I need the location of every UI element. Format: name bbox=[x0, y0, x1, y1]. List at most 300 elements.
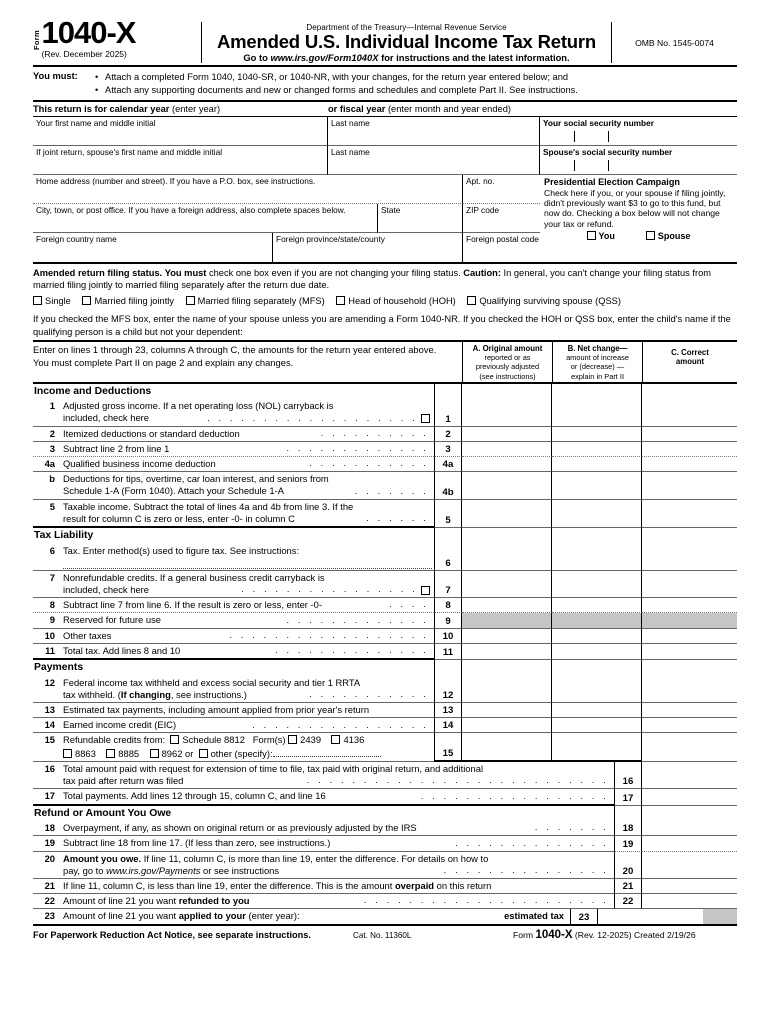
foreign-row bbox=[33, 233, 540, 262]
line-20-col-c[interactable] bbox=[642, 852, 737, 879]
line-15-form-8863[interactable] bbox=[63, 748, 96, 759]
line-15-form-8885[interactable] bbox=[106, 748, 139, 759]
line-7-row bbox=[33, 571, 737, 598]
line-4a-col-a[interactable] bbox=[462, 457, 552, 472]
line-22-text-pre: Amount of line 21 you want bbox=[63, 895, 179, 907]
line-23-number: 23 bbox=[44, 910, 55, 922]
state-field[interactable]: State bbox=[378, 204, 463, 233]
catalog-number: Cat. No. 11360L bbox=[353, 930, 412, 940]
line-5-col-c[interactable] bbox=[642, 500, 737, 528]
name-row-2 bbox=[33, 146, 737, 175]
line-15-form-8885-label: 8885 bbox=[118, 747, 140, 759]
line-23-estimated-tax-label: estimated tax bbox=[504, 910, 564, 922]
form-footer bbox=[33, 926, 737, 941]
line-1-text-a: Adjusted gross income. If a net operating loss (NOL) carryback is bbox=[63, 400, 334, 412]
line-9-row bbox=[33, 613, 737, 628]
line-8-description: 8 Subtract line 7 from line 6. If the result is zero or less, enter -0- . . . . bbox=[33, 598, 434, 613]
line-12-text-a: Federal income tax withheld and excess social security and tier 1 RRTA bbox=[63, 676, 361, 688]
line-8-col-a[interactable] bbox=[462, 598, 552, 613]
filing-status-section bbox=[33, 264, 737, 342]
line-2-box-number: 2 bbox=[434, 427, 462, 442]
line-20-text-a: If line 11, column C, is more than line 19, enter the difference. For details on how to bbox=[141, 852, 489, 864]
goto-line bbox=[208, 52, 605, 63]
filing-status-title: Amended return filing status. bbox=[33, 267, 163, 278]
form-identity bbox=[32, 15, 201, 63]
pec-checkbox-group bbox=[540, 229, 737, 242]
line-18-box-number: 18 bbox=[614, 821, 642, 836]
spouse-ssn-field[interactable] bbox=[540, 146, 737, 175]
line-13-col-c[interactable] bbox=[642, 703, 737, 718]
omb-number: OMB No. 1545-0074 bbox=[611, 22, 737, 63]
line-15-col-b[interactable] bbox=[552, 733, 642, 761]
line-9-col-b-reserved bbox=[552, 613, 642, 628]
checkbox-icon[interactable] bbox=[170, 735, 179, 744]
line-19-col-c[interactable] bbox=[642, 836, 737, 851]
line-7-col-b[interactable] bbox=[552, 571, 642, 598]
form-revision: (Rev. December 2025) bbox=[41, 49, 127, 60]
line-5-col-b[interactable] bbox=[552, 500, 642, 528]
line-16-number: 16 bbox=[44, 762, 55, 774]
line-7-description: 7 Nonrefundable credits. If a general business credit carryback is included, check here . . . . . . . . . . . . . . . . bbox=[33, 571, 434, 598]
calendar-year-field[interactable] bbox=[33, 104, 328, 114]
line-4a-box-number: 4a bbox=[434, 457, 462, 472]
line-20-box-number: 20 bbox=[614, 852, 642, 879]
line-7-number: 7 bbox=[49, 571, 55, 583]
line-10-col-b[interactable] bbox=[552, 629, 642, 644]
line-4a-description: 4a Qualified business income deduction . . . . . . . . . . . bbox=[33, 457, 434, 472]
line-17-box-number: 17 bbox=[614, 789, 642, 805]
line-17-number: 17 bbox=[44, 790, 55, 802]
line-15-prefix: Refundable credits from: bbox=[63, 734, 166, 746]
line-3-col-c[interactable] bbox=[642, 442, 737, 457]
line-21-text-post: on this return bbox=[434, 879, 492, 891]
section-tax-liability-title: Tax Liability bbox=[34, 530, 94, 542]
filing-status-mfj[interactable] bbox=[82, 296, 174, 306]
name-row-1 bbox=[33, 117, 737, 146]
you-must-list bbox=[95, 71, 578, 96]
spouse-first-name-field[interactable]: If joint return, spouse's first name and middle initial bbox=[33, 146, 328, 175]
fiscal-year-field[interactable] bbox=[328, 104, 737, 114]
filing-status-mfs[interactable] bbox=[186, 296, 325, 306]
line-14-col-b[interactable] bbox=[552, 718, 642, 733]
line-20-payments-url[interactable]: www.irs.gov/Payments bbox=[106, 864, 201, 876]
filing-status-qss-label: Qualifying surviving spouse (QSS) bbox=[479, 296, 621, 307]
checkbox-icon[interactable] bbox=[82, 296, 91, 305]
line-15-form-4136[interactable] bbox=[331, 734, 364, 745]
line-1-description: 1 Adjusted gross income. If a net operating loss (NOL) carryback is included, check here . . . . . . . . . . . . . . . . . . . bbox=[33, 399, 434, 426]
line-4a-row bbox=[33, 457, 737, 472]
line-1-col-c[interactable] bbox=[642, 399, 737, 426]
line-1-number: 1 bbox=[49, 400, 55, 412]
column-b-title: B. Net change— bbox=[567, 343, 628, 353]
column-c-sub: amount bbox=[675, 357, 705, 367]
line-5-number: 5 bbox=[49, 500, 55, 512]
columns-instruction-1: Enter on lines 1 through 23, columns A through C, the amounts for the return year entered above. bbox=[33, 343, 437, 355]
line-4a-number: 4a bbox=[44, 457, 55, 469]
caution-label: Caution: bbox=[463, 267, 501, 278]
line-1-row bbox=[33, 399, 737, 426]
your-last-name-field[interactable]: Last name bbox=[328, 117, 540, 146]
line-20-amount-you-owe-label: Amount you owe. bbox=[63, 852, 142, 864]
line-15-col-a[interactable] bbox=[462, 733, 552, 761]
line-1-box-number: 1 bbox=[434, 399, 462, 426]
line-16-description: 16 Total amount paid with request for extension of time to file, tax paid with original return, and additional tax paid after return was filed . . . . . . . . . . . . . . . . . . . . . . . . . . . bbox=[33, 762, 614, 789]
line-15-forms-label: Form(s) bbox=[252, 734, 286, 746]
line-22-number: 22 bbox=[44, 895, 55, 907]
line-12-number: 12 bbox=[44, 676, 55, 688]
line-15-row bbox=[33, 733, 737, 761]
line-4a-text: Qualified business income deduction bbox=[63, 457, 216, 469]
line-2-col-b[interactable] bbox=[552, 427, 642, 442]
line-7-box-number: 7 bbox=[434, 571, 462, 598]
filing-status-single[interactable] bbox=[33, 296, 71, 306]
pec-title: Presidential Election Campaign bbox=[544, 176, 680, 187]
line-20-row bbox=[33, 852, 737, 879]
pec-you-label: You bbox=[598, 231, 615, 242]
foreign-country-field[interactable]: Foreign country name bbox=[33, 233, 273, 262]
line-10-text: Other taxes bbox=[63, 629, 112, 641]
line-4b-text-a: Deductions for tips, overtime, car loan interest, and seniors from bbox=[63, 473, 329, 485]
line-12-col-c[interactable] bbox=[642, 676, 737, 703]
checkbox-icon[interactable] bbox=[587, 231, 596, 240]
line-8-box-number: 8 bbox=[434, 598, 462, 613]
fiscal-year-note: (enter month and year ended) bbox=[385, 103, 511, 114]
column-b-sub-1: amount of increase bbox=[566, 353, 629, 363]
you-must-block bbox=[33, 67, 737, 101]
line-16-col-c[interactable] bbox=[642, 762, 737, 789]
filing-status-rest: check one box even if you are not changing your filing status. bbox=[206, 267, 464, 278]
line-16-box-number: 16 bbox=[614, 762, 642, 789]
line-6-text: Tax. Enter method(s) used to figure tax. See instructions: bbox=[63, 544, 300, 556]
ssn-divider-1 bbox=[574, 131, 575, 142]
pec-spouse-checkbox[interactable] bbox=[646, 231, 691, 241]
columns-instruction-2: You must complete Part II on page 2 and explain any changes. bbox=[33, 356, 294, 368]
goto-suffix: for instructions and the latest information. bbox=[378, 52, 570, 64]
city-field[interactable]: City, town, or post office. If you have a foreign address, also complete spaces below. bbox=[33, 204, 378, 233]
apt-no-field[interactable]: Apt. no. bbox=[463, 175, 540, 204]
form-number: 1040-X bbox=[41, 15, 136, 50]
filing-status-heading bbox=[33, 267, 737, 292]
line-23-text-post: (enter year): bbox=[245, 910, 300, 922]
line-21-row bbox=[33, 879, 737, 894]
column-b-header bbox=[552, 342, 642, 382]
your-ssn-field[interactable] bbox=[540, 117, 737, 146]
line-14-row bbox=[33, 718, 737, 733]
line-15-form-2439-label: 2439 bbox=[300, 734, 322, 746]
line-2-number: 2 bbox=[49, 427, 55, 439]
line-23-shaded-cell bbox=[703, 909, 737, 925]
goto-prefix: Go to bbox=[243, 52, 271, 64]
line-13-text: Estimated tax payments, including amount applied from prior year's return bbox=[63, 704, 370, 716]
line-7-col-a[interactable] bbox=[462, 571, 552, 598]
line-4b-col-c[interactable] bbox=[642, 472, 737, 499]
line-6-row bbox=[33, 544, 737, 571]
calendar-year-note: (enter year) bbox=[169, 103, 221, 114]
tax-year-row bbox=[33, 102, 737, 117]
line-18-row bbox=[33, 821, 737, 836]
line-11-row bbox=[33, 644, 737, 660]
line-4b-box-number: 4b bbox=[434, 472, 462, 499]
presidential-election-campaign bbox=[540, 175, 737, 262]
spouse-ssn-label: Spouse's social security number bbox=[543, 146, 673, 157]
line-15-other[interactable] bbox=[199, 748, 273, 759]
line-22-refunded-label: refunded to you bbox=[178, 895, 250, 907]
line-16-row bbox=[33, 762, 737, 789]
line-3-col-a[interactable] bbox=[462, 442, 552, 457]
line-2-col-a[interactable] bbox=[462, 427, 552, 442]
column-b-sub-3: explain in Part II bbox=[571, 371, 624, 381]
filing-status-must: You must bbox=[164, 267, 207, 278]
amount-columns-header bbox=[33, 342, 737, 384]
line-4b-row bbox=[33, 472, 737, 499]
line-21-overpaid-label: overpaid bbox=[394, 879, 435, 891]
line-6-col-a[interactable] bbox=[462, 544, 552, 571]
you-must-bullet-2: • Attach any supporting documents and new or changed forms and schedules and complete Part II. See instructions. bbox=[105, 84, 578, 97]
line-15-form-8962-label: 8962 or bbox=[161, 747, 194, 759]
line-1-col-a[interactable] bbox=[462, 399, 552, 426]
line-8-number: 8 bbox=[49, 599, 55, 611]
line-7-col-c[interactable] bbox=[642, 571, 737, 598]
line-20-text-b-post: or see instructions bbox=[200, 864, 280, 876]
line-17-col-c[interactable] bbox=[642, 789, 737, 805]
line-6-col-b[interactable] bbox=[552, 544, 642, 571]
line-5-description: 5 Taxable income. Subtract the total of lines 4a and 4b from line 3. If the result for column C is zero or less, enter -0- in column C . . . . . . bbox=[33, 500, 434, 528]
line-15-other-specify-input[interactable] bbox=[273, 748, 381, 757]
line-6-method-writein[interactable] bbox=[63, 568, 432, 569]
column-a-sub-2: previously adjusted bbox=[475, 362, 540, 372]
line-14-number: 14 bbox=[44, 719, 55, 731]
spouse-last-name-field[interactable]: Last name bbox=[328, 146, 540, 175]
pec-you-checkbox[interactable] bbox=[587, 231, 615, 241]
your-ssn-label: Your social security number bbox=[543, 117, 654, 128]
line-3-text: Subtract line 2 from line 1 bbox=[63, 442, 170, 454]
line-18-text: Overpayment, if any, as shown on original return or as previously adjusted by the IRS bbox=[63, 822, 417, 834]
line-11-description: 11 Total tax. Add lines 8 and 10 . . . . . . . . . . . . . . bbox=[33, 644, 434, 660]
checkbox-icon[interactable] bbox=[646, 231, 655, 240]
footer-form-id bbox=[513, 929, 737, 941]
line-19-description: 19 Subtract line 18 from line 17. (If less than zero, see instructions.) . . . . . . . . . . . . . . bbox=[33, 836, 614, 851]
business-credit-carryback-checkbox[interactable] bbox=[421, 586, 430, 595]
line-19-row bbox=[33, 836, 737, 851]
footer-form-number: 1040-X bbox=[535, 928, 573, 941]
line-15-col-c[interactable] bbox=[642, 733, 737, 761]
line-21-number: 21 bbox=[44, 879, 55, 891]
checkbox-icon[interactable] bbox=[106, 749, 115, 758]
line-21-col-c[interactable] bbox=[642, 879, 737, 894]
line-4b-col-b[interactable] bbox=[552, 472, 642, 499]
line-8-col-c[interactable] bbox=[642, 598, 737, 613]
line-4a-col-b[interactable] bbox=[552, 457, 642, 472]
line-20-number: 20 bbox=[44, 852, 55, 864]
line-23-row bbox=[33, 909, 737, 925]
line-11-col-c[interactable] bbox=[642, 644, 737, 660]
filing-status-single-label: Single bbox=[45, 296, 71, 307]
line-4b-col-a[interactable] bbox=[462, 472, 552, 499]
line-10-col-c[interactable] bbox=[642, 629, 737, 644]
line-9-text: Reserved for future use bbox=[63, 614, 161, 626]
line-10-description: 10 Other taxes . . . . . . . . . . . . . . . . . . bbox=[33, 629, 434, 644]
column-a-sub-3: (see instructions) bbox=[479, 371, 536, 381]
line-22-box-number: 22 bbox=[614, 894, 642, 909]
page-title: Amended U.S. Individual Income Tax Return bbox=[217, 31, 596, 52]
line-8-col-b[interactable] bbox=[552, 598, 642, 613]
line-12-col-b[interactable] bbox=[552, 676, 642, 703]
line-12-if-changing: If changing bbox=[120, 688, 171, 700]
line-8-row bbox=[33, 598, 737, 613]
line-6-col-c[interactable] bbox=[642, 544, 737, 571]
section-payments-title: Payments bbox=[34, 662, 84, 674]
filing-status-mfj-label: Married filing jointly bbox=[94, 296, 175, 307]
line-2-text: Itemized deductions or standard deduction bbox=[63, 427, 240, 439]
tax-liability-header-row bbox=[33, 528, 737, 544]
line-18-description: 18 Overpayment, if any, as shown on original return or as previously adjusted by the IRS . . . . . . . bbox=[33, 821, 614, 836]
line-15-schedule-8812[interactable] bbox=[170, 734, 245, 745]
checkbox-icon[interactable] bbox=[331, 735, 340, 744]
department-line: Department of the Treasury—Internal Revenue Service bbox=[306, 23, 507, 32]
checkbox-icon[interactable] bbox=[467, 296, 476, 305]
line-4b-number: b bbox=[49, 473, 55, 485]
line-9-col-c-reserved bbox=[642, 613, 737, 628]
checkbox-icon[interactable] bbox=[150, 749, 159, 758]
spouse-ssn-divider-2 bbox=[608, 160, 609, 171]
line-14-text: Earned income credit (EIC) bbox=[63, 719, 177, 731]
line-5-text-a: Taxable income. Subtract the total of lines 4a and 4b from line 3. If the bbox=[63, 500, 354, 512]
line-15-form-2439[interactable] bbox=[288, 734, 321, 745]
line-23-text-pre: Amount of line 21 you want bbox=[63, 910, 179, 922]
column-b-sub-2: or (decrease) — bbox=[570, 362, 625, 372]
checkbox-icon[interactable] bbox=[33, 296, 42, 305]
section-refund-title: Refund or Amount You Owe bbox=[34, 807, 172, 819]
line-9-box-number: 9 bbox=[434, 613, 462, 628]
form-header bbox=[32, 15, 737, 67]
checkbox-icon[interactable] bbox=[63, 749, 72, 758]
filing-status-options bbox=[33, 291, 737, 310]
column-a-title: A. Original amount bbox=[472, 343, 543, 353]
line-15-form-8863-label: 8863 bbox=[75, 747, 96, 759]
line-18-col-c[interactable] bbox=[642, 821, 737, 836]
street-row bbox=[33, 175, 540, 204]
footer-form-revision: (Rev. 12-2025) Created 2/19/26 bbox=[572, 929, 696, 940]
filing-status-mfs-label: Married filing separately (MFS) bbox=[197, 296, 325, 307]
line-10-box-number: 10 bbox=[434, 629, 462, 644]
line-3-number: 3 bbox=[49, 442, 55, 454]
line-3-col-b[interactable] bbox=[552, 442, 642, 457]
filing-status-hoh-label: Head of household (HOH) bbox=[348, 296, 456, 307]
line-5-col-a[interactable] bbox=[462, 500, 552, 528]
line-12-box-number: 12 bbox=[434, 676, 462, 703]
column-a-header bbox=[462, 342, 552, 382]
line-17-text: Total payments. Add lines 12 through 15, column C, and line 16 bbox=[63, 790, 326, 802]
filing-status-note: If you checked the MFS box, enter the name of your spouse unless you are amending a Form 1040-NR. If you checked the HOH or QSS box, enter the child's name if the qualifying person is a child but not your dependent: bbox=[33, 314, 731, 337]
line-11-col-b[interactable] bbox=[552, 644, 642, 660]
zip-field[interactable]: ZIP code bbox=[463, 204, 540, 233]
line-8-text: Subtract line 7 from line 6. If the result is zero or less, enter -0- bbox=[63, 599, 322, 611]
line-15-form-4136-label: 4136 bbox=[343, 734, 365, 746]
line-2-row bbox=[33, 427, 737, 442]
line-19-box-number: 19 bbox=[614, 836, 642, 851]
city-row bbox=[33, 204, 540, 233]
ssn-divider-2 bbox=[608, 131, 609, 142]
line-10-number: 10 bbox=[44, 629, 55, 641]
taxpayer-info-grid bbox=[33, 117, 737, 264]
line-23-applied-label: applied to your bbox=[178, 910, 246, 922]
line-23-description bbox=[33, 909, 570, 925]
line-13-description bbox=[33, 703, 434, 718]
line-13-number: 13 bbox=[44, 704, 55, 716]
line-9-description: 9 Reserved for future use . . . . . . . . . . . . . bbox=[33, 613, 434, 628]
checkbox-icon[interactable] bbox=[336, 296, 345, 305]
line-11-number: 11 bbox=[45, 644, 55, 656]
line-14-col-c[interactable] bbox=[642, 718, 737, 733]
footer-form-prefix: Form bbox=[513, 929, 536, 940]
line-5-text-b: result for column C is zero or less, enter -0- in column C bbox=[63, 512, 295, 524]
line-15-form-8962[interactable] bbox=[150, 748, 194, 759]
line-20-text-b-pre: pay, go to bbox=[63, 864, 107, 876]
line-5-row bbox=[33, 500, 737, 528]
column-c-header bbox=[642, 342, 737, 382]
your-first-name-field[interactable]: Your first name and middle initial bbox=[33, 117, 328, 146]
line-14-description: 14 Earned income credit (EIC) . . . . . . . . . . . . . . . . bbox=[33, 718, 434, 733]
pec-spouse-label: Spouse bbox=[657, 231, 691, 242]
caution-text: In general, you can't change your filing status from married filing jointly to married filing separately after the return due date. bbox=[33, 267, 712, 290]
line-21-box-number: 21 bbox=[614, 879, 642, 894]
line-4a-col-c[interactable] bbox=[642, 457, 737, 472]
line-23-amount-input[interactable] bbox=[598, 909, 703, 925]
form-title-block bbox=[202, 22, 611, 63]
line-19-text: Subtract line 18 from line 17. (If less than zero, see instructions.) bbox=[63, 837, 331, 849]
filing-status-hoh[interactable] bbox=[336, 296, 456, 306]
goto-url[interactable]: www.irs.gov/Form1040X bbox=[270, 52, 379, 64]
line-11-box-number: 11 bbox=[434, 644, 462, 660]
payments-header-row bbox=[33, 660, 737, 676]
line-16-text-b: tax paid after return was filed bbox=[63, 775, 184, 787]
home-address-field[interactable]: Home address (number and street). If you have a P.O. box, see instructions. bbox=[33, 175, 463, 204]
foreign-postal-field[interactable]: Foreign postal code bbox=[466, 233, 539, 244]
form-label: Form bbox=[32, 30, 41, 50]
line-18-number: 18 bbox=[44, 822, 55, 834]
checkbox-icon[interactable] bbox=[288, 735, 297, 744]
line-13-col-a[interactable] bbox=[462, 703, 552, 718]
line-12-col-a[interactable] bbox=[462, 676, 552, 703]
line-1-col-b[interactable] bbox=[552, 399, 642, 426]
line-10-col-a[interactable] bbox=[462, 629, 552, 644]
line-1-text-b: included, check here bbox=[63, 412, 149, 424]
line-22-col-c[interactable] bbox=[642, 894, 737, 909]
foreign-province-field[interactable]: Foreign province/state/county bbox=[273, 233, 463, 262]
line-13-col-b[interactable] bbox=[552, 703, 642, 718]
line-14-col-a[interactable] bbox=[462, 718, 552, 733]
line-6-description bbox=[33, 544, 434, 571]
pec-body: Check here if you, or your spouse if filing jointly, didn't previously want $3 to go to this fund, but now do. Checking a box below will not change your tax or refund. bbox=[544, 187, 726, 229]
line-2-description: 2 Itemized deductions or standard deduction . . . . . . . . . . bbox=[33, 427, 434, 442]
line-7-text-a: Nonrefundable credits. If a general business credit carryback is bbox=[63, 571, 325, 583]
filing-status-qss[interactable] bbox=[467, 296, 621, 306]
line-6-box-number: 6 bbox=[434, 544, 462, 571]
line-3-row bbox=[33, 442, 737, 457]
spouse-ssn-divider-1 bbox=[574, 160, 575, 171]
line-12-row bbox=[33, 676, 737, 703]
line-2-col-c[interactable] bbox=[642, 427, 737, 442]
line-7-text-b: included, check here bbox=[63, 583, 149, 595]
line-3-box-number: 3 bbox=[434, 442, 462, 457]
nol-carryback-checkbox[interactable] bbox=[421, 414, 430, 423]
line-11-col-a[interactable] bbox=[462, 644, 552, 660]
checkbox-icon[interactable] bbox=[186, 296, 195, 305]
line-14-box-number: 14 bbox=[434, 718, 462, 733]
columns-instructions bbox=[33, 342, 462, 382]
checkbox-icon[interactable] bbox=[199, 749, 208, 758]
line-21-text-pre: If line 11, column C, is less than line 19, enter the difference. This is the amount bbox=[63, 879, 395, 891]
